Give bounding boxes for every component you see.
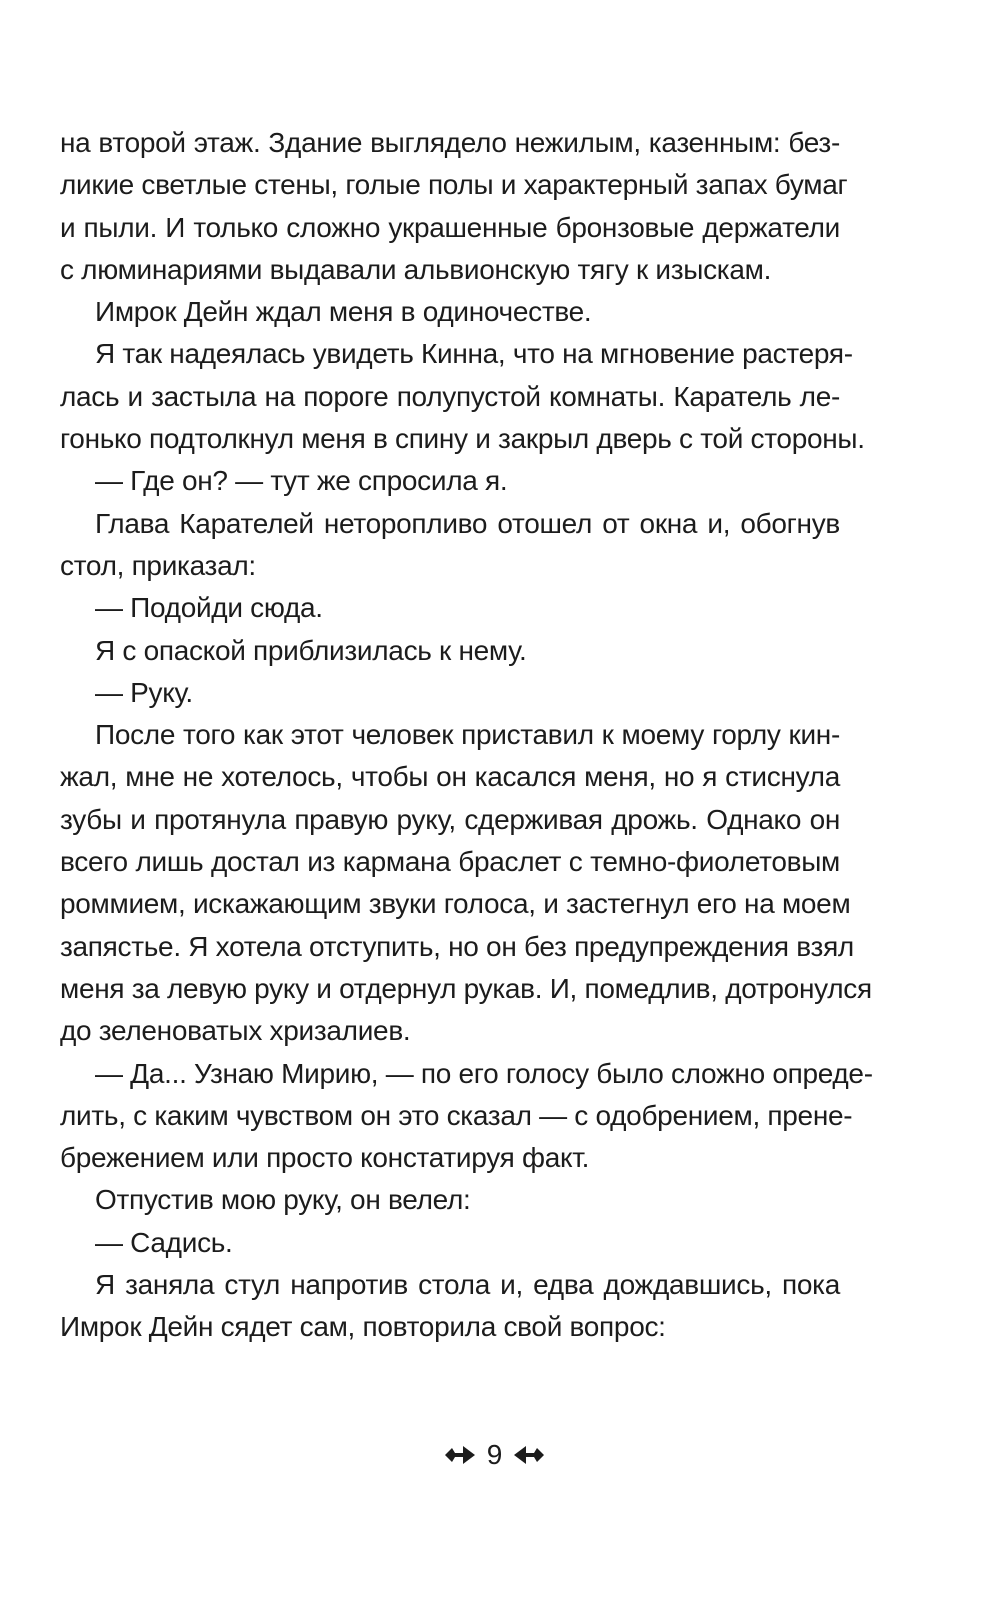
text-line: на второй этаж. Здание выглядело нежилым, казенным: без- [60,127,840,158]
text-line: — Садись. [95,1226,233,1258]
text-line: — Подойди сюда. [95,592,323,624]
text-line: и пыли. И только сложно украшенные бронзовые держатели [60,211,840,243]
text-line: Отпустив мою руку, он велел: [95,1184,471,1216]
text-line: запястье. Я хотела отступить, но он без предупреждения взял [60,930,854,962]
arrow-ornament-right-icon [443,1443,477,1467]
text-line: — Руку. [95,676,193,708]
text-line: ликие светлые стены, голые полы и характерный запах бумаг [60,169,848,201]
page-body [60,122,873,1349]
text-line: до зеленоватых хризалиев. [60,1015,411,1047]
text-line: жал, мне не хотелось, чтобы он касался меня, но я стиснула [60,761,840,793]
text-line: гонько подтолкнул меня в спину и закрыл дверь с той стороны. [60,423,865,455]
text-line: брежением или просто констатируя факт. [60,1142,590,1174]
text-line: Имрок Дейн сядет сам, повторила свой вопрос: [60,1311,666,1343]
text-line: зубы и протянула правую руку, сдерживая дрожь. Однако он [60,803,840,835]
text-line: Я с опаской приблизилась к нему. [95,634,527,666]
text-line: Я так надеялась увидеть Кинна, что на мгновение растеря- [95,338,853,370]
text-line: Глава Карателей неторопливо отошел от окна и, обогнув [95,507,840,539]
text-line: Имрок Дейн ждал меня в одиночестве. [95,296,592,328]
text-line: лась и застыла на пороге полупустой комнаты. Каратель ле- [60,380,840,412]
text-line: роммием, искажающим звуки голоса, и застегнул его на моем [60,888,851,920]
text-line: стол, приказал: [60,549,256,581]
text-line: После того как этот человек приставил к моему горлу кин- [95,719,840,751]
text-line: Я заняла стул напротив стола и, едва дождавшись, пока [95,1269,840,1301]
text-line: всего лишь достал из кармана браслет с темно-фиолетовым [60,846,840,878]
text-line: — Где он? — тут же спросила я. [95,465,508,497]
text-line: — Да... Узнаю Мирию, — по его голосу было сложно опреде- [95,1057,873,1089]
page-footer [0,1435,989,1475]
arrow-ornament-left-icon [512,1443,546,1467]
text-line: с люминариями выдавали альвионскую тягу к изыскам. [60,253,772,285]
text-line: меня за левую руку и отдернул рукав. И, помедлив, дотронулся [60,972,872,1004]
page-number: 9 [486,1439,503,1470]
text-line: лить, с каким чувством он это сказал — с одобрением, прене- [60,1099,853,1131]
